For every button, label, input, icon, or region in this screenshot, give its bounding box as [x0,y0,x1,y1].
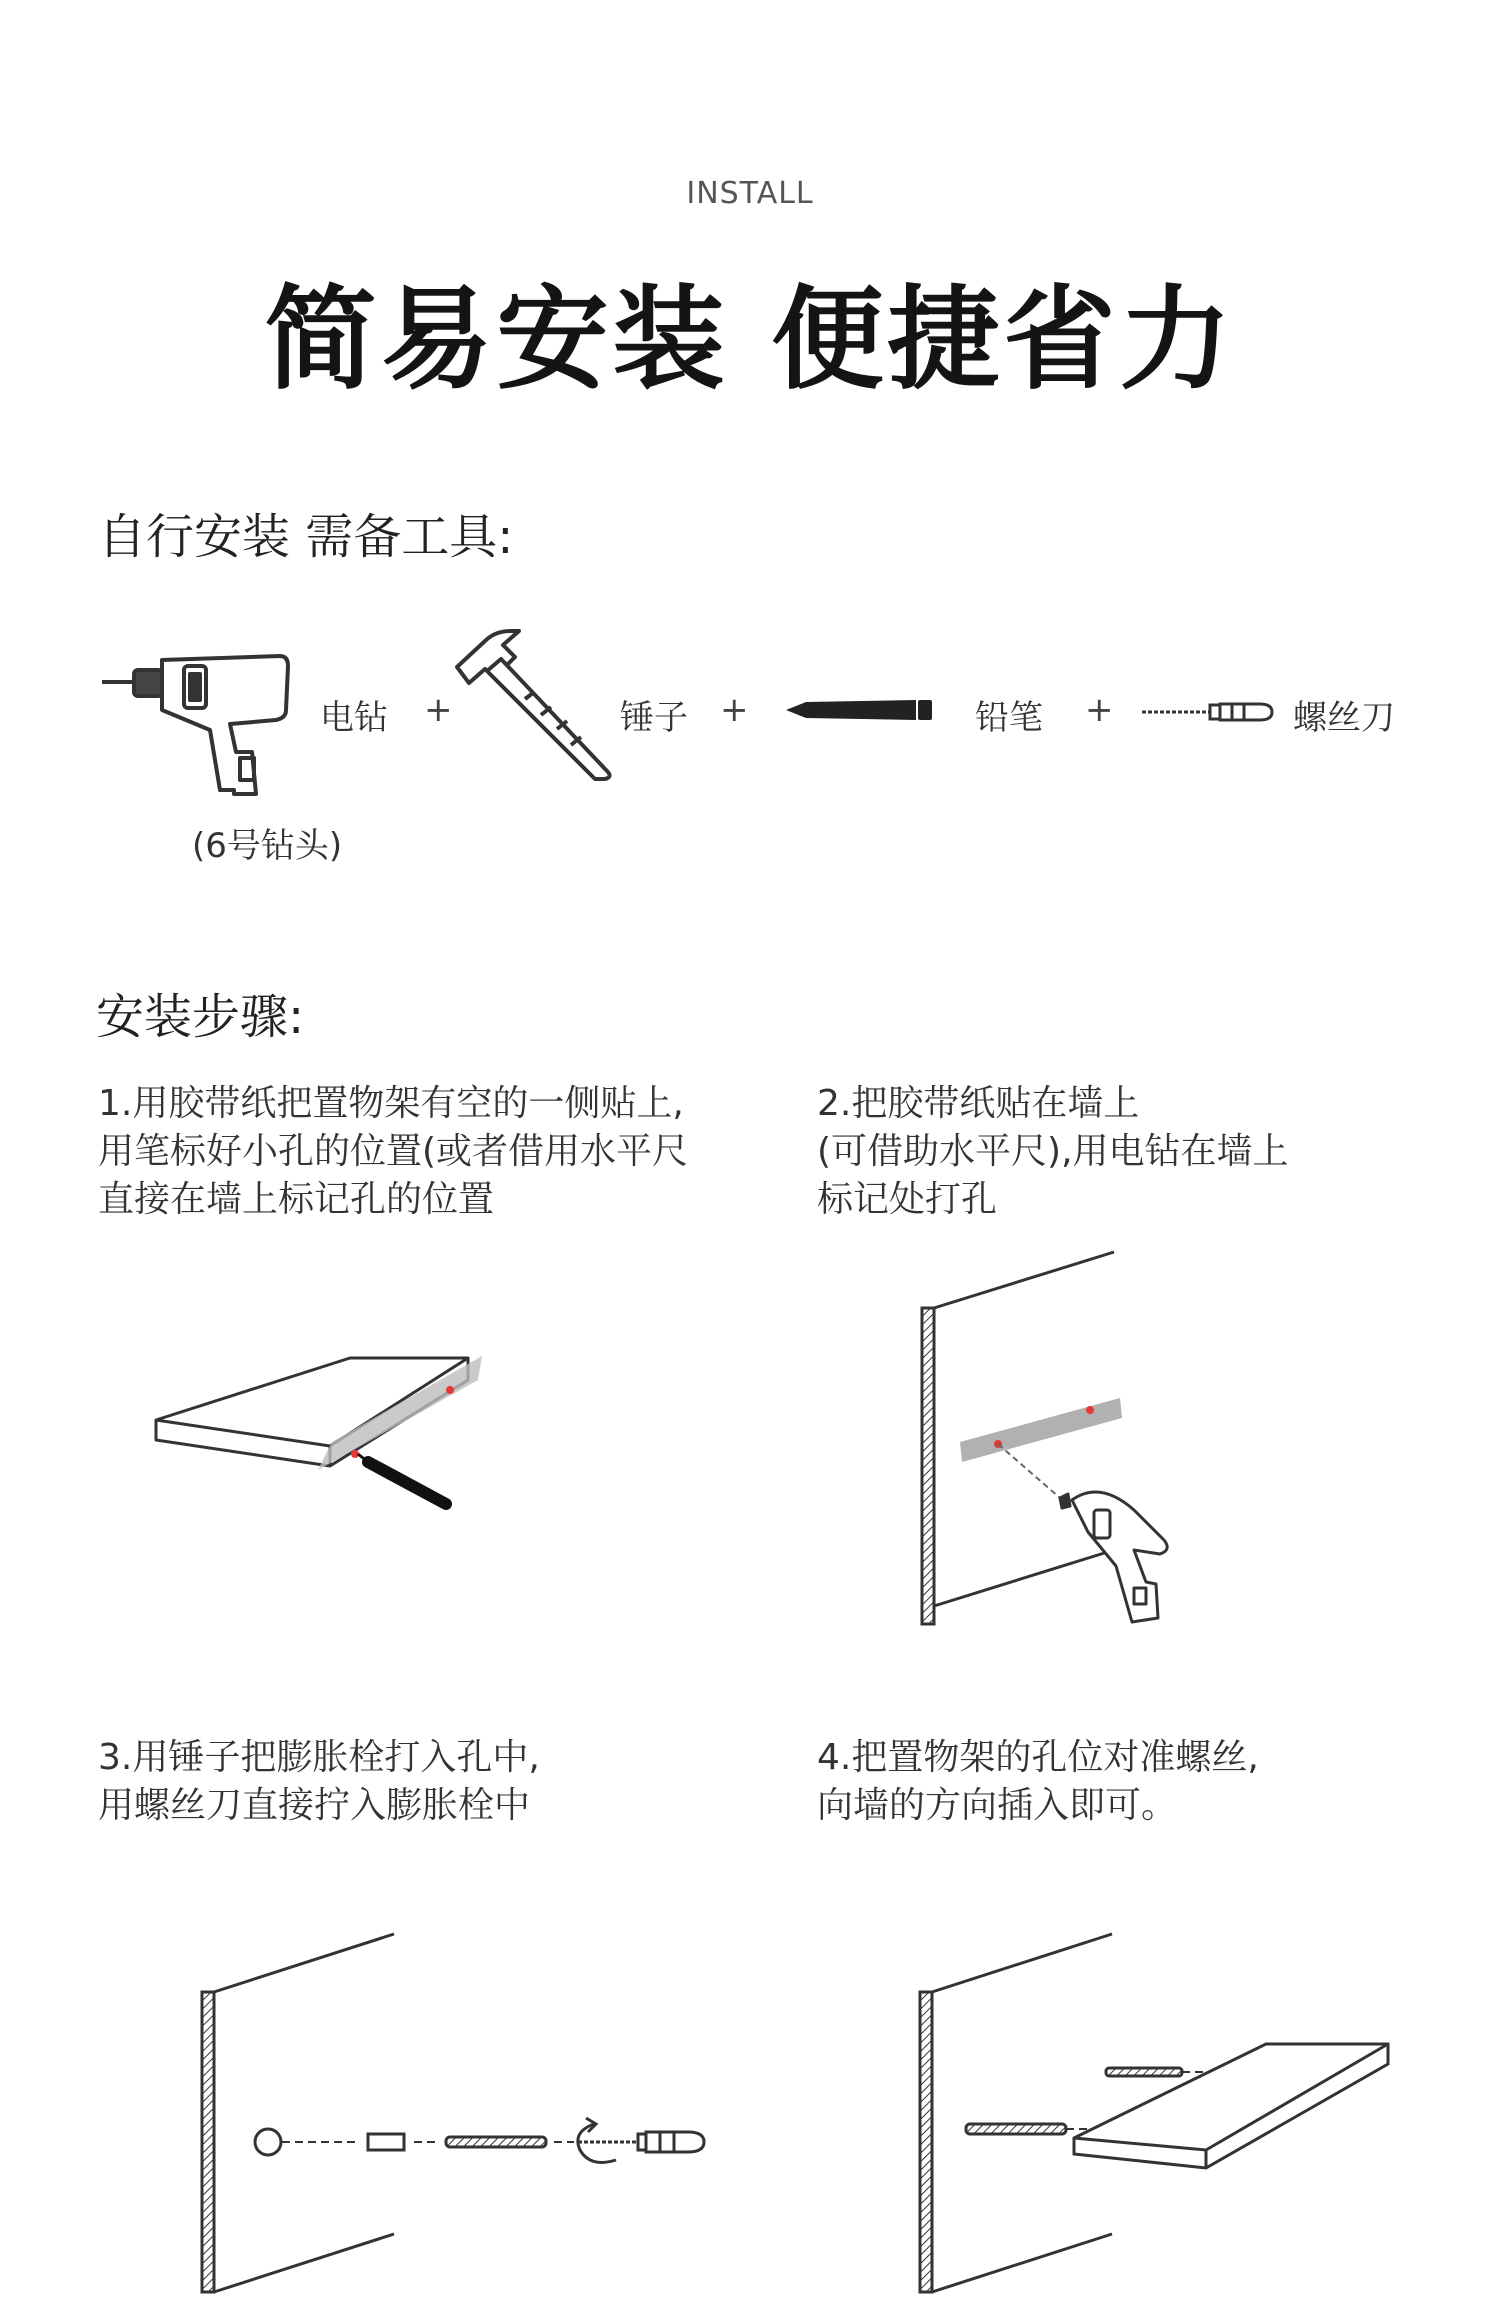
step-2-illustration [920,1250,1200,1630]
step-1-line: 1.用胶带纸把置物架有空的一侧贴上, [98,1083,684,1124]
tool-label-pencil: 铅笔 [975,698,1043,738]
step-1-text [98,1080,688,1224]
step-4-line: 4.把置物架的孔位对准螺丝, [817,1737,1259,1778]
tool-label-hammer: 锤子 [620,698,688,738]
steps-section-title: 安装步骤: [96,989,305,1045]
plus-sign: + [1085,690,1114,730]
screwdriver-icon [1140,700,1275,724]
step-4-illustration [916,1928,1396,2298]
install-kicker: INSTALL [686,176,814,211]
step-2-line: 标记处打孔 [817,1179,998,1220]
pencil-icon [784,696,934,724]
step-1-line: 直接在墙上标记孔的位置 [98,1179,495,1220]
plus-sign: + [424,690,453,730]
tools-section-title: 自行安装 需备工具: [98,509,514,565]
drill-icon [100,640,290,800]
step-2-line: 2.把胶带纸贴在墙上 [817,1083,1140,1124]
step-2-text [817,1080,1289,1224]
tool-label-drill: 电钻 [320,698,388,738]
drill-bit-note: (6号钻头) [192,826,343,866]
step-1-line: 用笔标好小孔的位置(或者借用水平尺 [98,1131,689,1172]
step-4-line: 向墙的方向插入即可。 [817,1785,1178,1826]
plus-sign: + [720,690,749,730]
step-1-illustration [150,1350,490,1500]
step-3-line: 用螺丝刀直接拧入膨胀栓中 [98,1785,531,1826]
step-4-text [817,1734,1259,1830]
step-3-line: 3.用锤子把膨胀栓打入孔中, [98,1737,540,1778]
step-3-text [98,1734,540,1830]
tool-label-screwdriver: 螺丝刀 [1293,698,1395,738]
hammer-icon [455,625,625,780]
step-3-illustration [198,1928,718,2298]
step-2-line: (可借助水平尺),用电钻在墙上 [817,1131,1289,1172]
page-title: 简易安装 便捷省力 [264,275,1236,405]
